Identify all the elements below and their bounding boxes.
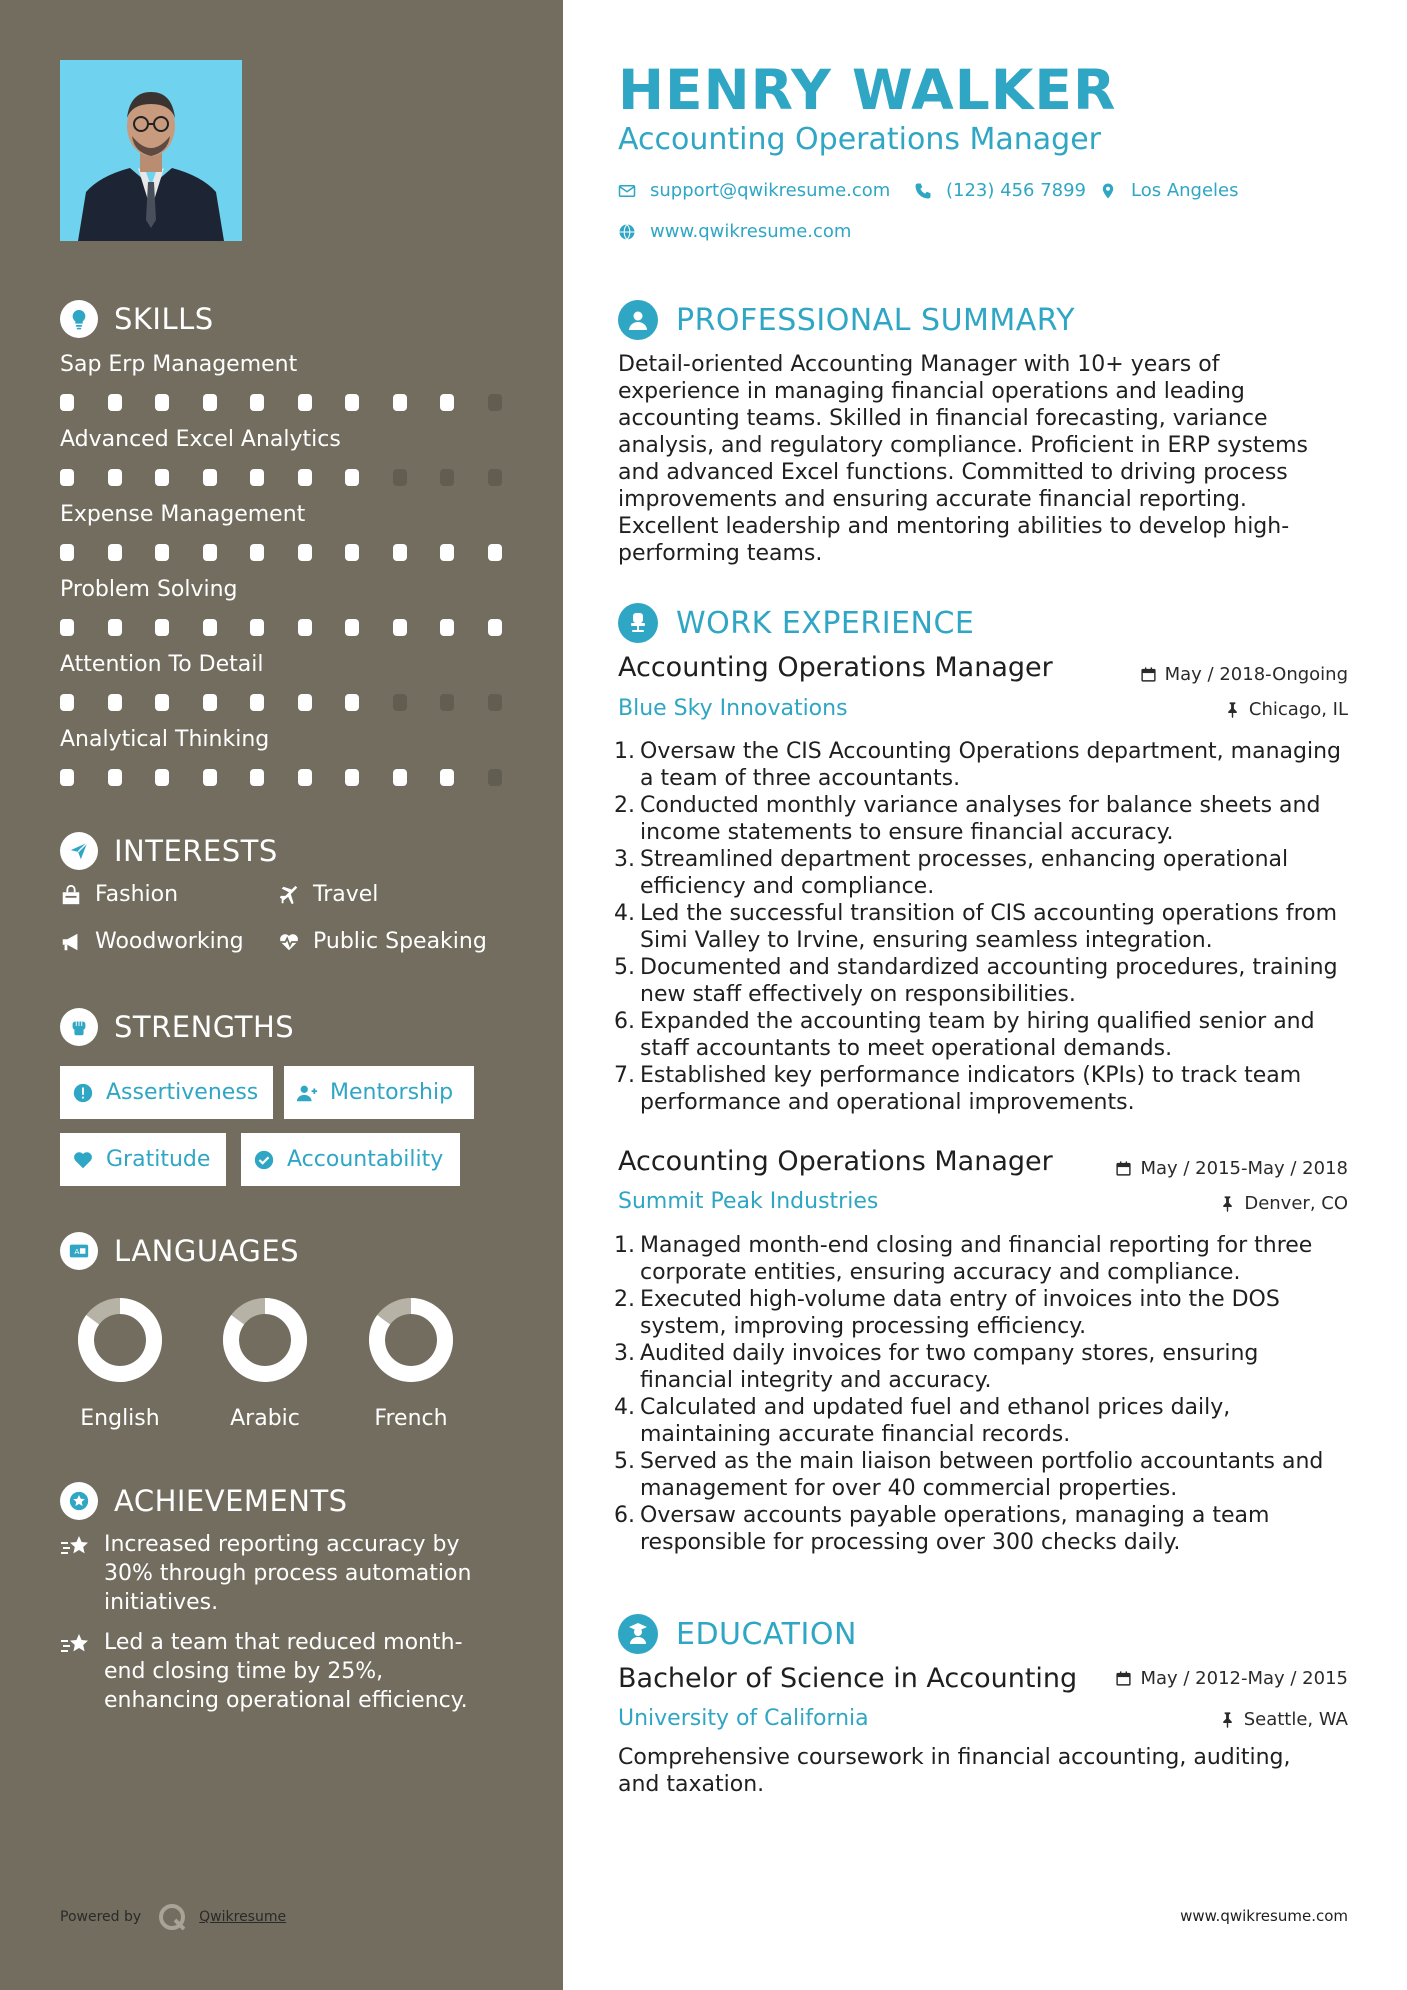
list-item-text: Served as the main liaison between portfolio accountants and management for over 40 commercial properties. <box>640 1449 1324 1501</box>
skill-dot-empty <box>488 469 502 486</box>
svg-text:A: A <box>74 1247 80 1257</box>
language-name: Arabic <box>230 1406 300 1431</box>
list-item <box>612 1062 1358 1116</box>
skill-dot-filled <box>60 769 74 786</box>
list-number: 4. <box>614 1395 635 1420</box>
list-number: 7. <box>614 1063 635 1088</box>
qwikresume-link[interactable]: Qwikresume <box>199 1909 287 1925</box>
strength-badge <box>60 1133 226 1186</box>
skill-item <box>60 577 505 636</box>
list-item <box>612 1340 1358 1394</box>
heart-icon <box>72 1149 94 1171</box>
skill-dot-filled <box>203 619 217 636</box>
achievements-title: ACHIEVEMENTS <box>114 1484 348 1518</box>
skill-dot-filled <box>488 619 502 636</box>
candidate-name: HENRY WALKER <box>618 58 1117 122</box>
skill-rating <box>60 769 502 786</box>
skill-rating <box>60 694 502 711</box>
list-number: 4. <box>614 901 635 926</box>
interest-label: Public Speaking <box>313 929 487 954</box>
education-dates-text: May / 2012-May / 2015 <box>1140 1668 1348 1689</box>
list-number: 3. <box>614 1341 635 1366</box>
powered-by-label: Powered by <box>60 1909 142 1925</box>
list-number: 2. <box>614 793 635 818</box>
skill-dot-filled <box>108 619 122 636</box>
skill-dot-filled <box>60 694 74 711</box>
list-number: 6. <box>614 1009 635 1034</box>
skill-dot-filled <box>440 394 454 411</box>
skill-dot-filled <box>155 769 169 786</box>
interest-label: Fashion <box>95 882 179 907</box>
exclamation-circle-icon <box>72 1082 94 1104</box>
powered-by <box>60 1900 286 1934</box>
languages-title: LANGUAGES <box>114 1234 300 1268</box>
skill-dot-filled <box>440 544 454 561</box>
language-name: French <box>374 1406 448 1431</box>
interests-heading <box>60 832 278 870</box>
skill-dot-filled <box>393 544 407 561</box>
list-number: 6. <box>614 1503 635 1528</box>
user-plus-icon <box>296 1082 318 1104</box>
skill-dot-filled <box>298 544 312 561</box>
list-number: 2. <box>614 1287 635 1312</box>
skill-dot-filled <box>488 544 502 561</box>
pushpin-icon <box>1219 1711 1236 1728</box>
skill-dot-empty <box>488 394 502 411</box>
summary-heading <box>618 300 1075 340</box>
job-title: Accounting Operations Manager <box>618 652 1053 683</box>
education-description: Comprehensive coursework in financial accounting, auditing, and taxation. <box>618 1745 1291 1797</box>
skill-rating <box>60 469 502 486</box>
skill-name: Sap Erp Management <box>60 352 298 377</box>
skill-dot-filled <box>108 394 122 411</box>
skill-dot-filled <box>250 469 264 486</box>
globe-icon <box>618 223 636 241</box>
sidebar <box>0 0 563 1990</box>
strengths-title: STRENGTHS <box>114 1010 295 1044</box>
phone-text[interactable]: (123) 456 7899 <box>946 180 1087 201</box>
list-item-text: Streamlined department processes, enhancing operational efficiency and compliance. <box>640 847 1289 899</box>
skill-dot-filled <box>203 544 217 561</box>
job-company: Blue Sky Innovations <box>618 696 848 721</box>
skill-dot-filled <box>298 694 312 711</box>
skill-dot-filled <box>298 619 312 636</box>
location-text: Los Angeles <box>1131 180 1239 201</box>
list-number: 1. <box>614 739 635 764</box>
job-location <box>1219 1193 1348 1214</box>
skill-item <box>60 502 505 561</box>
footer-url[interactable]: www.qwikresume.com <box>1180 1907 1348 1925</box>
list-number: 5. <box>614 955 635 980</box>
list-item-text: Audited daily invoices for two company stores, ensuring financial integrity and accuracy. <box>640 1341 1259 1393</box>
list-item-text: Oversaw accounts payable operations, managing a team responsible for processing over 300 checks daily. <box>640 1503 1270 1555</box>
skill-dot-filled <box>60 619 74 636</box>
phone-contact[interactable] <box>914 180 1086 201</box>
list-item-text: Documented and standardized accounting procedures, training new staff effectively on responsibilities. <box>640 955 1338 1007</box>
list-item <box>612 1286 1358 1340</box>
skill-dot-filled <box>440 619 454 636</box>
list-item <box>612 1008 1358 1062</box>
language-item <box>60 1296 180 1431</box>
map-marker-icon <box>1099 182 1117 200</box>
list-item-text: Oversaw the CIS Accounting Operations department, managing a team of three accountants. <box>640 739 1341 791</box>
skill-rating <box>60 619 502 636</box>
candidate-title: Accounting Operations Manager <box>618 122 1102 157</box>
skill-dot-filled <box>345 619 359 636</box>
list-item-text: Led the successful transition of CIS accounting operations from Simi Valley to Irvine, ensuring seamless integration. <box>640 901 1338 953</box>
strength-label: Assertiveness <box>106 1080 259 1105</box>
interest-label: Woodworking <box>95 929 244 954</box>
skill-item <box>60 652 505 711</box>
interest-item <box>278 929 487 954</box>
list-item-text: Established key performance indicators (KPIs) to track team performance and operational improvements. <box>640 1063 1302 1115</box>
website-contact[interactable] <box>618 221 851 242</box>
list-item <box>612 954 1358 1008</box>
skill-dot-filled <box>108 694 122 711</box>
email-contact[interactable] <box>618 180 890 201</box>
skill-dot-filled <box>108 769 122 786</box>
skill-dot-filled <box>108 544 122 561</box>
education-dates <box>1115 1668 1348 1689</box>
strengths-heading <box>60 1008 294 1046</box>
strength-label: Gratitude <box>106 1147 211 1172</box>
avatar <box>60 60 242 241</box>
skill-dot-empty <box>393 694 407 711</box>
location-contact <box>1099 180 1239 201</box>
education-degree: Bachelor of Science in Accounting <box>618 1663 1078 1694</box>
skill-dot-filled <box>298 469 312 486</box>
heartbeat-icon <box>278 931 300 953</box>
skill-dot-filled <box>250 544 264 561</box>
strength-label: Accountability <box>287 1147 444 1172</box>
skill-dot-filled <box>203 769 217 786</box>
list-number: 1. <box>614 1233 635 1258</box>
job-dates-text: May / 2015-May / 2018 <box>1140 1158 1348 1179</box>
skill-dot-filled <box>203 469 217 486</box>
languages-heading <box>60 1232 299 1270</box>
job-dates <box>1115 1158 1348 1179</box>
skill-dot-filled <box>155 544 169 561</box>
skill-item <box>60 427 505 486</box>
skill-name: Analytical Thinking <box>60 727 270 752</box>
skill-item <box>60 352 505 411</box>
list-item <box>612 792 1358 846</box>
paper-plane-icon <box>60 832 98 870</box>
calendar-icon <box>1115 1160 1132 1177</box>
list-item-text: Conducted monthly variance analyses for balance sheets and income statements to ensure financial accuracy. <box>640 793 1321 845</box>
skill-dot-empty <box>440 694 454 711</box>
skill-dot-filled <box>250 394 264 411</box>
strength-badge <box>284 1066 474 1119</box>
plane-icon <box>278 884 300 906</box>
office-chair-icon <box>618 603 658 643</box>
education-location-text: Seattle, WA <box>1243 1709 1348 1730</box>
skill-dot-filled <box>345 469 359 486</box>
skill-dot-empty <box>393 469 407 486</box>
skill-dot-filled <box>393 769 407 786</box>
skill-dot-filled <box>345 544 359 561</box>
summary-text: Detail-oriented Accounting Manager with 10+ years of experience in managing financial operations and leading accounting teams. Skilled in financial forecasting, variance analysis, and regulatory compliance. Proficient in ERP systems and advanced Excel functions. Committed to driving process improvements and ensuring accurate financial reporting. Excellent leadership and mentoring abilities to develop high-performing teams. <box>618 352 1308 566</box>
skill-dot-filled <box>250 619 264 636</box>
list-item-text: Executed high-volume data entry of invoices into the DOS system, improving processing efficiency. <box>640 1287 1280 1339</box>
interest-item <box>60 929 244 954</box>
education-title: EDUCATION <box>676 1616 857 1652</box>
skills-title: SKILLS <box>114 302 214 336</box>
job-dates-text: May / 2018-Ongoing <box>1164 664 1348 685</box>
bullhorn-icon <box>60 931 82 953</box>
envelope-icon <box>618 182 636 200</box>
skill-dot-filled <box>60 544 74 561</box>
language-item <box>351 1296 471 1431</box>
job-location-text: Chicago, IL <box>1248 699 1348 720</box>
pushpin-icon <box>1219 1195 1236 1212</box>
skill-dot-filled <box>60 394 74 411</box>
profile-photo <box>60 60 242 241</box>
skill-dot-filled <box>345 394 359 411</box>
skill-dot-empty <box>488 694 502 711</box>
language-icon <box>60 1232 98 1270</box>
skill-dot-filled <box>155 619 169 636</box>
skill-rating <box>60 544 502 561</box>
skill-dot-filled <box>203 394 217 411</box>
skill-rating <box>60 394 502 411</box>
education-location <box>1219 1709 1348 1730</box>
education-heading <box>618 1614 857 1654</box>
skill-item <box>60 727 505 786</box>
interest-item <box>60 882 178 907</box>
pushpin-icon <box>1224 701 1241 718</box>
job-dates <box>1140 664 1348 685</box>
strength-badge <box>60 1066 273 1119</box>
skill-name: Advanced Excel Analytics <box>60 427 341 452</box>
shooting-star-icon <box>60 1533 92 1561</box>
list-item-text: Expanded the accounting team by hiring qualified senior and staff accountants to meet operational demands. <box>640 1009 1315 1061</box>
summary-title: PROFESSIONAL SUMMARY <box>676 302 1076 338</box>
skill-dot-filled <box>155 394 169 411</box>
language-level-ring <box>76 1296 164 1384</box>
skill-dot-filled <box>298 394 312 411</box>
skill-name: Attention To Detail <box>60 652 264 677</box>
interest-item <box>278 882 378 907</box>
skill-dot-filled <box>108 469 122 486</box>
skill-dot-filled <box>440 769 454 786</box>
website-text[interactable]: www.qwikresume.com <box>650 221 852 242</box>
list-item <box>612 1502 1358 1556</box>
star-badge-icon <box>60 1482 98 1520</box>
fist-icon <box>60 1008 98 1046</box>
job-responsibilities <box>612 1232 1358 1556</box>
list-item-text: Calculated and updated fuel and ethanol prices daily, maintaining accurate financial records. <box>640 1395 1231 1447</box>
phone-icon <box>914 182 932 200</box>
list-item <box>612 738 1358 792</box>
list-item <box>612 1232 1358 1286</box>
fashion-icon <box>60 884 82 906</box>
skill-dot-filled <box>203 694 217 711</box>
list-item <box>612 900 1358 954</box>
interest-label: Travel <box>313 882 379 907</box>
strength-badge <box>241 1133 460 1186</box>
skill-dot-filled <box>60 469 74 486</box>
list-number: 5. <box>614 1449 635 1474</box>
achievement-text: Led a team that reduced month-end closing time by 25%, enhancing operational efficiency. <box>104 1630 468 1713</box>
language-level-ring <box>221 1296 309 1384</box>
list-item <box>612 1448 1358 1502</box>
qwikresume-logo-icon <box>155 1900 189 1934</box>
language-name: English <box>80 1406 160 1431</box>
interests-title: INTERESTS <box>114 834 278 868</box>
graduate-icon <box>618 1614 658 1654</box>
achievement-text: Increased reporting accuracy by 30% through process automation initiatives. <box>104 1532 472 1615</box>
job-title: Accounting Operations Manager <box>618 1146 1053 1177</box>
achievements-heading <box>60 1482 348 1520</box>
skills-heading <box>60 300 214 338</box>
skill-dot-filled <box>155 694 169 711</box>
calendar-icon <box>1140 666 1157 683</box>
skill-dot-filled <box>345 769 359 786</box>
email-text[interactable]: support@qwikresume.com <box>650 180 891 201</box>
experience-heading <box>618 603 974 643</box>
achievement-item <box>60 1530 490 1617</box>
lightbulb-icon <box>60 300 98 338</box>
skill-dot-filled <box>250 769 264 786</box>
achievement-item <box>60 1628 490 1715</box>
user-icon <box>618 300 658 340</box>
list-item-text: Managed month-end closing and financial reporting for three corporate entities, ensuring accuracy and compliance. <box>640 1233 1313 1285</box>
list-item <box>612 846 1358 900</box>
job-location <box>1224 699 1348 720</box>
job-responsibilities <box>612 738 1358 1116</box>
skill-dot-filled <box>393 619 407 636</box>
job-company: Summit Peak Industries <box>618 1189 879 1214</box>
language-item <box>205 1296 325 1431</box>
skill-dot-empty <box>440 469 454 486</box>
skill-name: Expense Management <box>60 502 306 527</box>
list-item <box>612 1394 1358 1448</box>
calendar-icon <box>1115 1670 1132 1687</box>
strength-label: Mentorship <box>330 1080 454 1105</box>
skill-dot-filled <box>298 769 312 786</box>
skill-dot-filled <box>155 469 169 486</box>
list-number: 3. <box>614 847 635 872</box>
check-circle-icon <box>253 1149 275 1171</box>
job-location-text: Denver, CO <box>1244 1193 1348 1214</box>
shooting-star-icon <box>60 1631 92 1659</box>
skill-dot-empty <box>488 769 502 786</box>
skill-dot-filled <box>393 394 407 411</box>
skill-dot-filled <box>345 694 359 711</box>
experience-title: WORK EXPERIENCE <box>676 605 975 641</box>
skill-dot-filled <box>250 694 264 711</box>
skill-name: Problem Solving <box>60 577 238 602</box>
language-level-ring <box>367 1296 455 1384</box>
education-school: University of California <box>618 1706 869 1731</box>
